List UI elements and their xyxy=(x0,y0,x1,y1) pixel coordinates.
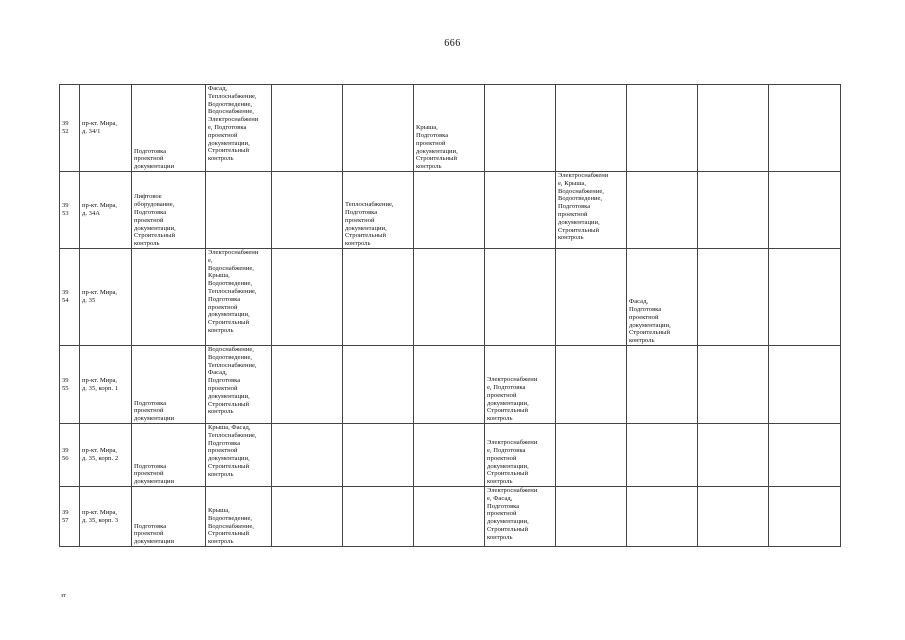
row-number: 39 57 xyxy=(60,487,80,547)
work-cell xyxy=(272,487,343,547)
work-cell xyxy=(414,424,485,487)
work-cell: Подготовка проектной документации xyxy=(132,424,206,487)
schedule-table xyxy=(59,84,841,547)
work-cell xyxy=(556,487,627,547)
work-cell xyxy=(206,172,272,249)
address-cell: пр-кт. Мира, д. 35, корп. 1 xyxy=(80,346,132,424)
work-cell xyxy=(272,85,343,172)
work-cell xyxy=(414,249,485,346)
work-cell xyxy=(627,346,698,424)
work-cell xyxy=(698,172,769,249)
work-cell: Фасад, Подготовка проектной документации, Строительный контроль xyxy=(627,249,698,346)
work-cell xyxy=(556,346,627,424)
address-cell: пр-кт. Мира, д. 35, корп. 2 xyxy=(80,424,132,487)
work-cell: Электроснабжени е, Водоснабжение, Крыша, Водоотведение, Теплоснабжение, Подготовка проектной документации, Строительный контроль xyxy=(206,249,272,346)
work-cell xyxy=(343,85,414,172)
work-cell xyxy=(132,249,206,346)
work-cell xyxy=(272,346,343,424)
table-row xyxy=(60,172,841,249)
work-cell: Подготовка проектной документации xyxy=(132,487,206,547)
work-cell xyxy=(414,172,485,249)
work-cell: Подготовка проектной документации xyxy=(132,85,206,172)
work-cell xyxy=(769,249,841,346)
work-cell xyxy=(769,346,841,424)
table-row xyxy=(60,85,841,172)
work-cell xyxy=(343,249,414,346)
work-cell: Электроснабжени е, Фасад, Подготовка проектной документации, Строительный контроль xyxy=(485,487,556,547)
work-cell xyxy=(343,487,414,547)
work-cell xyxy=(698,346,769,424)
table-row xyxy=(60,249,841,346)
row-number: 39 56 xyxy=(60,424,80,487)
address-cell: пр-кт. Мира, д. 34/1 xyxy=(80,85,132,172)
work-cell xyxy=(343,424,414,487)
work-cell xyxy=(769,424,841,487)
work-cell: Теплоснабжение, Подготовка проектной документации, Строительный контроль xyxy=(343,172,414,249)
work-cell xyxy=(627,424,698,487)
work-cell xyxy=(414,487,485,547)
work-cell xyxy=(698,424,769,487)
address-cell: пр-кт. Мира, д. 35, корп. 3 xyxy=(80,487,132,547)
work-cell xyxy=(414,346,485,424)
work-cell: Крыша, Подготовка проектной документации, Строительный контроль xyxy=(414,85,485,172)
work-cell xyxy=(627,172,698,249)
work-cell xyxy=(272,424,343,487)
row-number: 39 54 xyxy=(60,249,80,346)
work-cell: Водоснабжение, Водоотведение, Теплоснабжение, Фасад, Подготовка проектной документации, Строительный контроль xyxy=(206,346,272,424)
work-cell: Электроснабжени е, Подготовка проектной документации, Строительный контроль xyxy=(485,346,556,424)
table-row xyxy=(60,424,841,487)
work-cell: Электроснабжени е, Подготовка проектной документации, Строительный контроль xyxy=(485,424,556,487)
work-cell: Электроснабжени е, Крыша, Водоснабжение, Водоотведение, Подготовка проектной документации, Строительный контроль xyxy=(556,172,627,249)
work-cell: Крыша, Фасад, Теплоснабжение, Подготовка проектной документации, Строительный контроль xyxy=(206,424,272,487)
work-cell xyxy=(485,85,556,172)
work-cell xyxy=(556,249,627,346)
work-cell xyxy=(769,487,841,547)
page-number: 666 xyxy=(444,38,461,49)
work-cell xyxy=(556,85,627,172)
work-cell: Лифтовое оборудование, Подготовка проектной документации, Строительный контроль xyxy=(132,172,206,249)
work-cell xyxy=(627,85,698,172)
table-row xyxy=(60,346,841,424)
footer-mark: зт xyxy=(61,593,66,599)
work-cell xyxy=(343,346,414,424)
address-cell: пр-кт. Мира, д. 35 xyxy=(80,249,132,346)
address-cell: пр-кт. Мира, д. 34А xyxy=(80,172,132,249)
work-cell xyxy=(698,249,769,346)
row-number: 39 55 xyxy=(60,346,80,424)
work-cell xyxy=(485,172,556,249)
work-cell: Крыша, Водоотведение, Водоснабжение, Строительный контроль xyxy=(206,487,272,547)
work-cell xyxy=(485,249,556,346)
work-cell: Подготовка проектной документации xyxy=(132,346,206,424)
work-cell xyxy=(769,172,841,249)
work-cell xyxy=(272,249,343,346)
work-cell xyxy=(698,487,769,547)
row-number: 39 53 xyxy=(60,172,80,249)
work-cell xyxy=(769,85,841,172)
table-row xyxy=(60,487,841,547)
work-cell: Фасад, Теплоснабжение, Водоотведение, Водоснабжение, Электроснабжени е, Подготовка проектной документации, Строительный контроль xyxy=(206,85,272,172)
work-cell xyxy=(627,487,698,547)
row-number: 39 52 xyxy=(60,85,80,172)
work-cell xyxy=(556,424,627,487)
work-cell xyxy=(698,85,769,172)
work-cell xyxy=(272,172,343,249)
